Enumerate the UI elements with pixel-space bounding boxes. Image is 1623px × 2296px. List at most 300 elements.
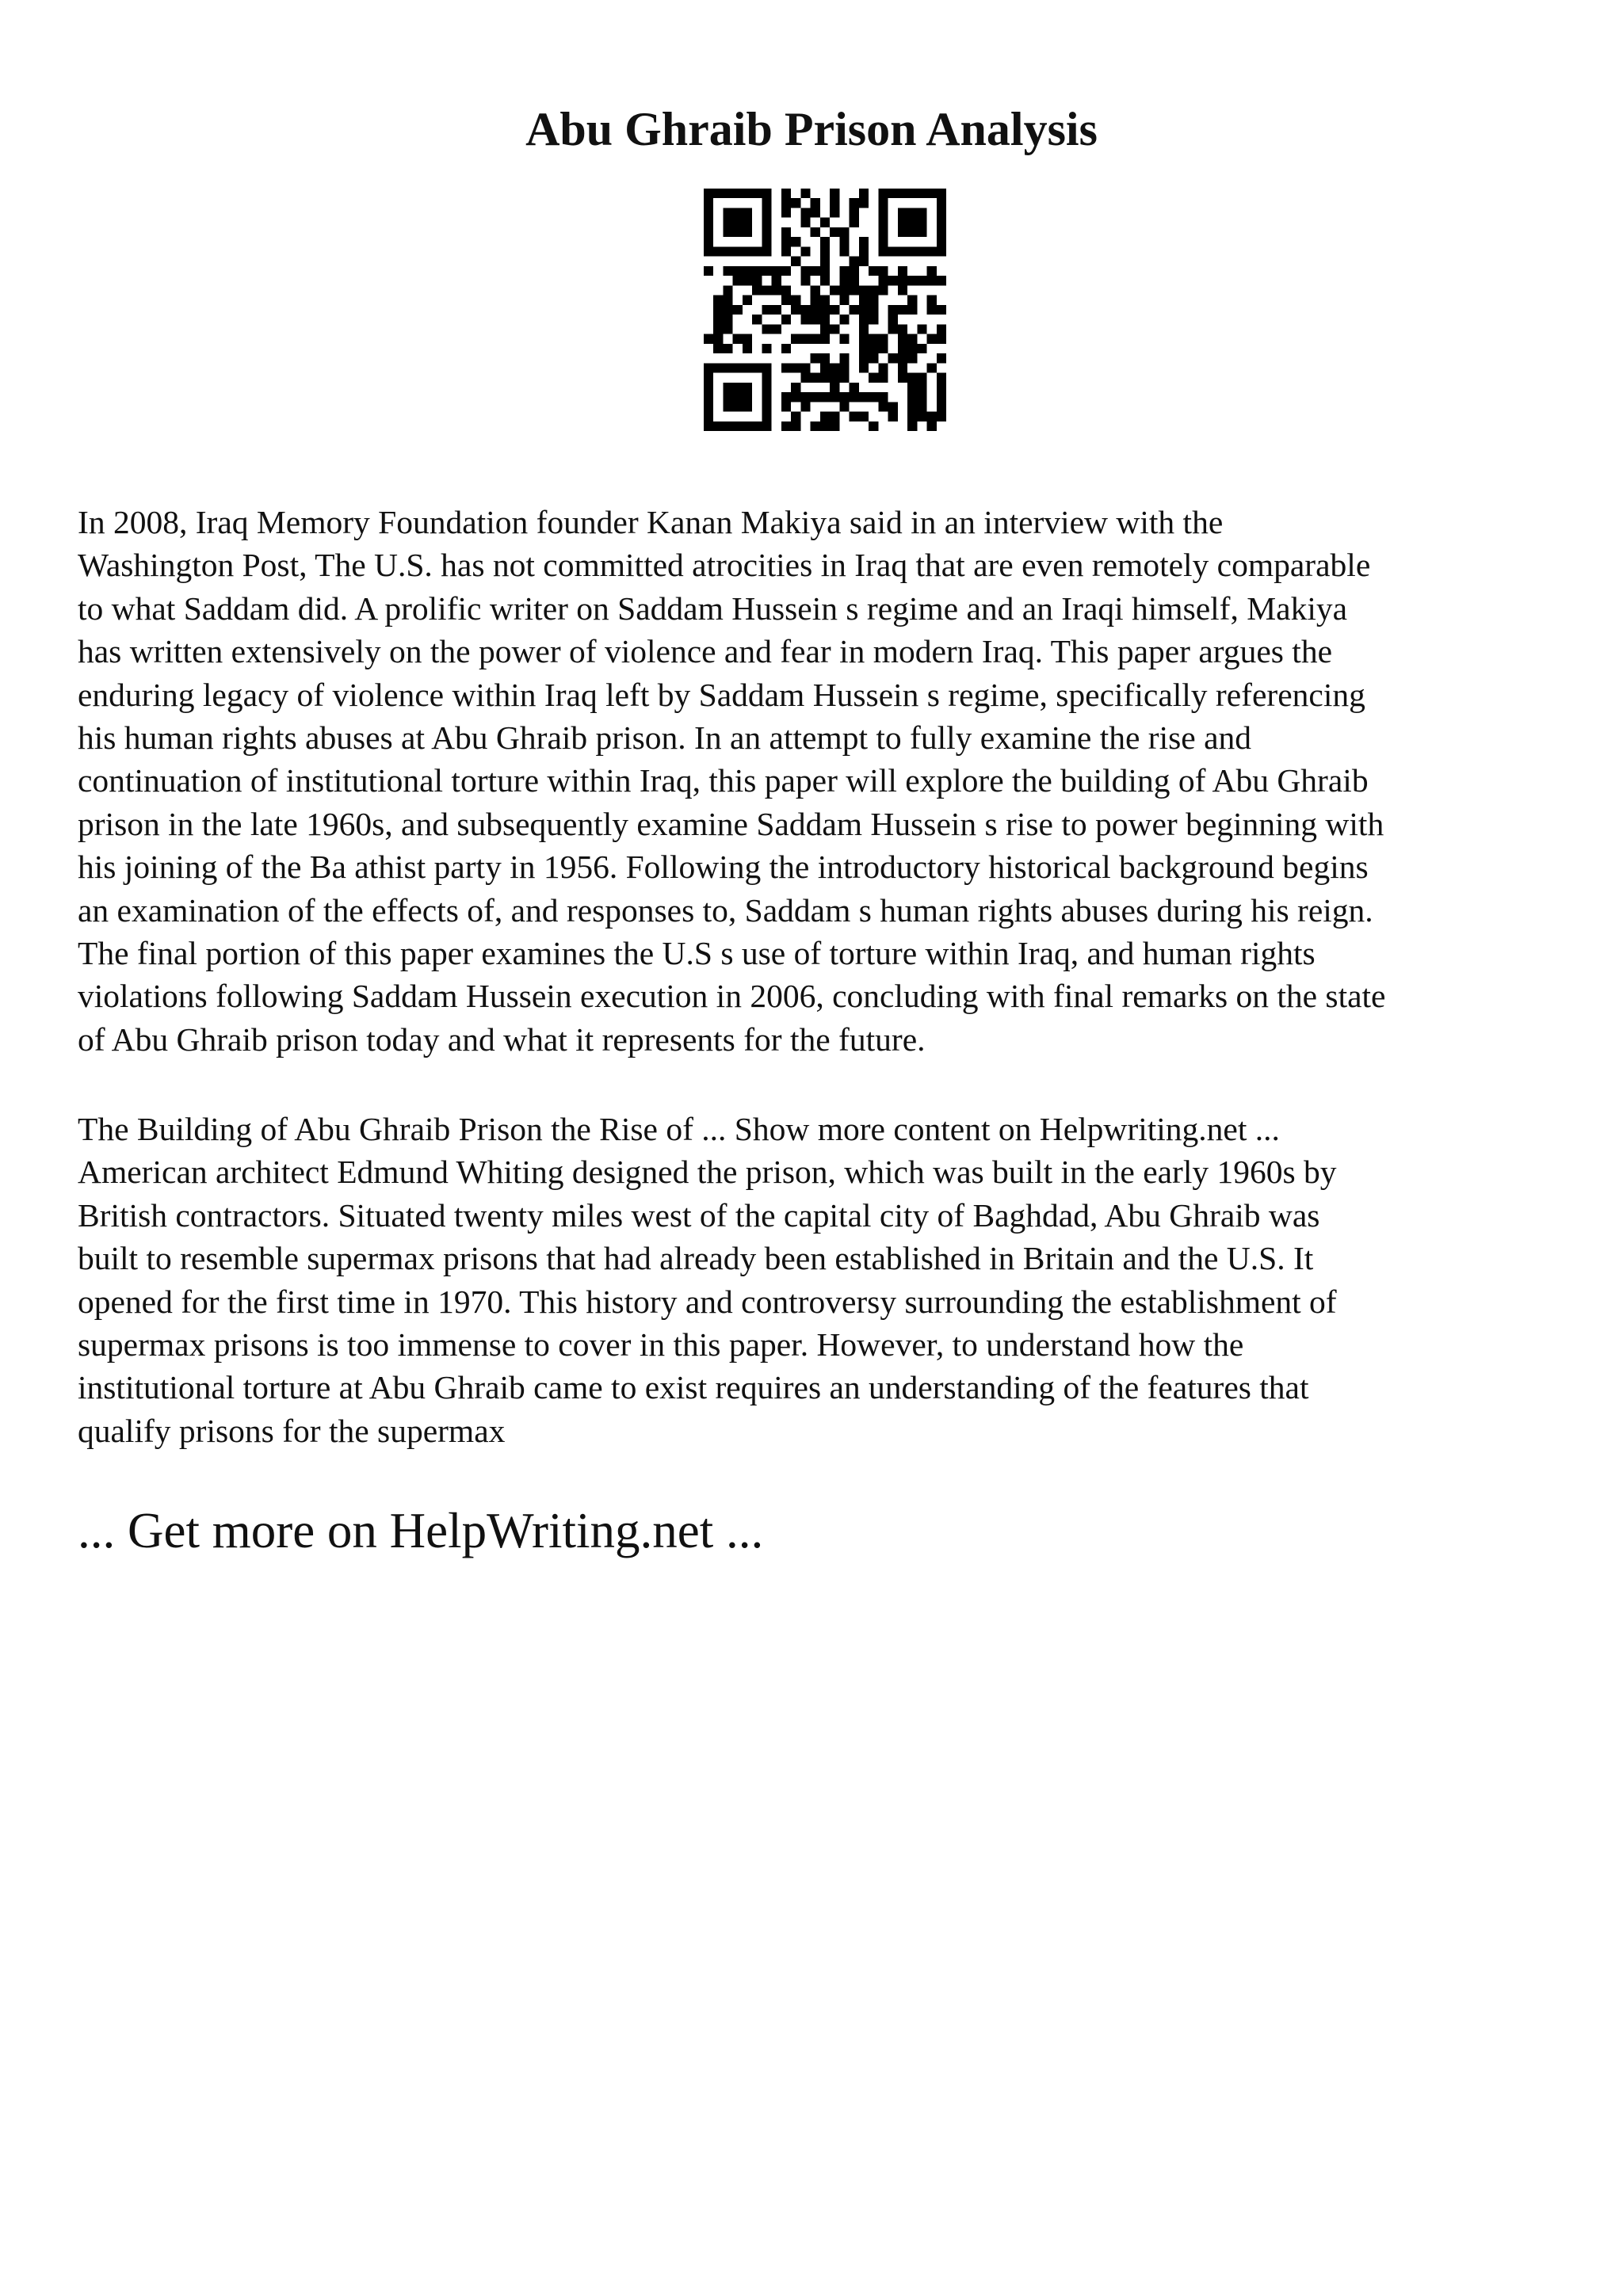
qr-module [733, 266, 743, 276]
qr-module [791, 363, 800, 372]
qr-module [927, 421, 937, 431]
qr-module [937, 246, 946, 256]
qr-module [762, 285, 771, 295]
qr-module [869, 344, 878, 353]
qr-module [869, 353, 878, 363]
qr-module [820, 305, 830, 315]
qr-module [850, 383, 859, 392]
qr-module [762, 227, 771, 237]
qr-module [937, 412, 946, 421]
qr-module [704, 392, 713, 402]
qr-module [743, 344, 752, 353]
qr-module [704, 266, 713, 276]
qr-module [850, 305, 859, 315]
qr-module [839, 373, 849, 383]
qr-module [888, 353, 898, 363]
qr-module [723, 421, 732, 431]
qr-module [723, 189, 732, 198]
qr-module [907, 402, 917, 411]
qr-module [839, 353, 849, 363]
qr-module [898, 373, 907, 383]
qr-module [800, 266, 810, 276]
qr-module [791, 392, 800, 402]
qr-module [733, 208, 743, 217]
qr-module [907, 208, 917, 217]
qr-module [781, 246, 791, 256]
paragraph-line: opened for the first time in 1970. This history and controversy surrounding the establishment of [78, 1283, 1337, 1320]
qr-module [878, 363, 888, 372]
qr-module [772, 305, 781, 315]
qr-module [937, 392, 946, 402]
qr-module [898, 305, 907, 315]
qr-module [888, 412, 898, 421]
qr-module [704, 334, 713, 344]
qr-module [791, 334, 800, 344]
qr-module [713, 305, 723, 315]
qr-module [839, 334, 849, 344]
paragraph-line: institutional torture at Abu Ghraib came to exist requires an understanding of the features that [78, 1369, 1309, 1406]
qr-module [937, 353, 946, 363]
qr-module [878, 198, 888, 208]
qr-module [898, 324, 907, 334]
qr-module [917, 412, 926, 421]
qr-module [917, 227, 926, 237]
qr-module [762, 237, 771, 246]
qr-module [772, 324, 781, 334]
paragraph-line: his human rights abuses at Abu Ghraib prison. In an attempt to fully examine the rise and [78, 719, 1252, 757]
qr-module [743, 208, 752, 217]
qr-module [800, 402, 810, 411]
qr-module [839, 285, 849, 295]
qr-module [907, 412, 917, 421]
qr-module [917, 392, 926, 402]
paragraph-line: The final portion of this paper examines the U.S s use of torture within Iraq, and human rights [78, 935, 1316, 972]
qr-module [743, 296, 752, 305]
qr-module [723, 383, 732, 392]
qr-module [723, 266, 732, 276]
qr-module [762, 363, 771, 372]
qr-module [839, 246, 849, 256]
qr-module [811, 353, 820, 363]
qr-module [772, 276, 781, 285]
qr-module [830, 392, 839, 402]
qr-module [733, 392, 743, 402]
qr-module [859, 334, 869, 344]
qr-module [704, 373, 713, 383]
qr-module [907, 227, 917, 237]
qr-module [733, 189, 743, 198]
qr-module [713, 324, 723, 334]
qr-module [791, 198, 800, 208]
qr-module [704, 208, 713, 217]
qr-module [917, 373, 926, 383]
qr-module [704, 383, 713, 392]
qr-module [811, 334, 820, 344]
qr-module [743, 218, 752, 227]
qr-module [762, 373, 771, 383]
qr-module [723, 344, 732, 353]
qr-module [791, 421, 800, 431]
qr-module [820, 412, 830, 421]
qr-module [791, 296, 800, 305]
qr-module [927, 334, 937, 344]
qr-module [859, 305, 869, 315]
qr-module [878, 392, 888, 402]
qr-module [917, 189, 926, 198]
qr-module [762, 198, 771, 208]
qr-module [839, 227, 849, 237]
qr-module [723, 363, 732, 372]
qr-module [704, 227, 713, 237]
qr-module [917, 383, 926, 392]
qr-module [859, 257, 869, 266]
qr-module [927, 189, 937, 198]
qr-module [713, 189, 723, 198]
qr-module [704, 189, 713, 198]
qr-module [781, 227, 791, 237]
qr-module [800, 246, 810, 256]
qr-module [800, 305, 810, 315]
paragraph-line: an examination of the effects of, and responses to, Saddam s human rights abuses during his reign. [78, 891, 1373, 929]
qr-module [820, 324, 830, 334]
qr-module [927, 305, 937, 315]
qr-module [733, 227, 743, 237]
qr-module [898, 266, 907, 276]
qr-module [723, 392, 732, 402]
qr-module [762, 324, 771, 334]
qr-module [839, 402, 849, 411]
qr-module [850, 392, 859, 402]
qr-module [859, 412, 869, 421]
qr-module [811, 198, 820, 208]
qr-module [839, 315, 849, 324]
qr-module [850, 285, 859, 295]
qr-module [723, 324, 732, 334]
qr-module [781, 421, 791, 431]
qr-module [743, 189, 752, 198]
qr-module [888, 189, 898, 198]
get-more-link[interactable]: ... Get more on HelpWriting.net ... [78, 1503, 764, 1558]
qr-module [937, 373, 946, 383]
qr-module [878, 218, 888, 227]
qr-module [907, 296, 917, 305]
qr-module [772, 285, 781, 295]
qr-module [781, 402, 791, 411]
qr-module [811, 373, 820, 383]
qr-module [937, 208, 946, 217]
qr-module [830, 208, 839, 217]
paragraph-line: supermax prisons is too immense to cover in this paper. However, to understand how the [78, 1326, 1244, 1363]
paragraph-line: Washington Post, The U.S. has not committed atrocities in Iraq that are even remotely comparable [78, 547, 1371, 584]
qr-module [839, 237, 849, 246]
qr-module [820, 257, 830, 266]
qr-module [917, 344, 926, 353]
paragraph-line: The Building of Abu Ghraib Prison the Rise of ... Show more content on Helpwriting.net ... [78, 1111, 1280, 1147]
qr-module [898, 344, 907, 353]
qr-module [878, 189, 888, 198]
qr-module [937, 276, 946, 285]
qr-module [927, 246, 937, 256]
paragraph-line: to what Saddam did. A prolific writer on Saddam Hussein s regime and an Iraqi himself, Makiya [78, 589, 1348, 627]
qr-module [723, 402, 732, 411]
qr-module [704, 363, 713, 372]
qr-module [907, 189, 917, 198]
qr-module [898, 363, 907, 372]
qr-module [800, 276, 810, 285]
qr-module [878, 208, 888, 217]
qr-module [878, 276, 888, 285]
qr-module [830, 189, 839, 198]
qr-module [907, 392, 917, 402]
qr-module [917, 218, 926, 227]
qr-module [743, 334, 752, 344]
qr-module [733, 383, 743, 392]
qr-module [839, 392, 849, 402]
qr-module [762, 421, 771, 431]
qr-module [907, 373, 917, 383]
qr-module [878, 237, 888, 246]
body-paragraph [78, 1108, 1568, 1452]
qr-module [820, 373, 830, 383]
qr-module [888, 315, 898, 324]
qr-module [733, 218, 743, 227]
page-title: Abu Ghraib Prison Analysis [525, 103, 1098, 155]
qr-module [781, 208, 791, 217]
qr-module [878, 227, 888, 237]
qr-module [878, 334, 888, 344]
qr-module [752, 363, 762, 372]
qr-module [839, 296, 849, 305]
qr-module [937, 305, 946, 315]
qr-module [869, 334, 878, 344]
qr-module [800, 392, 810, 402]
qr-module [830, 363, 839, 372]
qr-module [859, 353, 869, 363]
qr-module [704, 218, 713, 227]
qr-module [927, 276, 937, 285]
qr-module [820, 353, 830, 363]
qr-module [937, 402, 946, 411]
qr-module [898, 353, 907, 363]
qr-module [811, 421, 820, 431]
qr-module [723, 208, 732, 217]
qr-module [859, 237, 869, 246]
qr-module [859, 198, 869, 208]
qr-module [927, 412, 937, 421]
qr-module [723, 246, 732, 256]
qr-module [781, 363, 791, 372]
qr-module [800, 208, 810, 217]
qr-module [762, 246, 771, 256]
intro-paragraph [78, 501, 1568, 1061]
qr-module [713, 344, 723, 353]
qr-module [888, 276, 898, 285]
qr-module [791, 237, 800, 246]
qr-module [937, 218, 946, 227]
qr-module [762, 383, 771, 392]
qr-module [898, 218, 907, 227]
qr-module [869, 315, 878, 324]
qr-module [772, 266, 781, 276]
qr-module [704, 246, 713, 256]
qr-module [733, 334, 743, 344]
qr-module [723, 315, 732, 324]
qr-module [830, 373, 839, 383]
qr-module [733, 402, 743, 411]
qr-module [907, 276, 917, 285]
paragraph-line: In 2008, Iraq Memory Foundation founder Kanan Makiya said in an interview with the [78, 504, 1224, 540]
qr-module [888, 246, 898, 256]
qr-module [927, 363, 937, 372]
qr-module [937, 198, 946, 208]
qr-module [713, 315, 723, 324]
qr-module [800, 189, 810, 198]
qr-module [723, 305, 732, 315]
qr-module [820, 363, 830, 372]
qr-module [752, 246, 762, 256]
paragraph-line: his joining of the Ba athist party in 1956. Following the introductory historical background begins [78, 849, 1369, 886]
qr-module [869, 296, 878, 305]
qr-module [723, 227, 732, 237]
qr-module [743, 266, 752, 276]
qr-module [839, 266, 849, 276]
qr-module [743, 227, 752, 237]
qr-module [800, 218, 810, 227]
qr-module [878, 266, 888, 276]
qr-module [781, 189, 791, 198]
paragraph-line: built to resemble supermax prisons that had already been established in Britain and the U.S. It [78, 1240, 1314, 1277]
paragraph-line: prison in the late 1960s, and subsequently examine Saddam Hussein s rise to power beginning with [78, 805, 1384, 842]
qr-module [830, 412, 839, 421]
qr-module [743, 276, 752, 285]
paragraph-line: continuation of institutional torture within Iraq, this paper will explore the building of Abu Ghraib [78, 762, 1369, 799]
qr-module [839, 276, 849, 285]
qr-module [752, 315, 762, 324]
qr-module [907, 246, 917, 256]
qr-module [811, 285, 820, 295]
qr-module [859, 315, 869, 324]
qr-code-icon [704, 189, 946, 431]
paragraph-line: violations following Saddam Hussein execution in 2006, concluding with final remarks on the state [78, 978, 1386, 1015]
qr-module [762, 266, 771, 276]
qr-module [781, 392, 791, 402]
qr-module [713, 334, 723, 344]
qr-module [937, 383, 946, 392]
qr-module [850, 218, 859, 227]
qr-module [791, 257, 800, 266]
paragraph-line: enduring legacy of violence within Iraq left by Saddam Hussein s regime, specifically referencing [78, 676, 1365, 713]
qr-module [859, 189, 869, 198]
qr-module [811, 296, 820, 305]
qr-module [907, 421, 917, 431]
qr-module [800, 363, 810, 372]
paragraph-line: has written extensively on the power of violence and fear in modern Iraq. This paper argues the [78, 633, 1332, 670]
qr-module [820, 276, 830, 285]
qr-module [878, 246, 888, 256]
qr-module [869, 285, 878, 295]
paragraph-line: British contractors. Situated twenty miles west of the capital city of Baghdad, Abu Ghraib was [78, 1196, 1320, 1234]
qr-module [781, 266, 791, 276]
qr-module [704, 237, 713, 246]
qr-module [820, 334, 830, 344]
qr-module [733, 363, 743, 372]
qr-module [850, 412, 859, 421]
qr-module [917, 324, 926, 334]
qr-module [743, 246, 752, 256]
qr-module [800, 315, 810, 324]
qr-module [869, 373, 878, 383]
qr-module [791, 383, 800, 392]
qr-module [898, 227, 907, 237]
qr-module [713, 296, 723, 305]
qr-module [713, 363, 723, 372]
qr-module [820, 392, 830, 402]
paragraph-line: American architect Edmund Whiting designed the prison, which was built in the early 1960s by [78, 1154, 1337, 1191]
qr-module [830, 285, 839, 295]
qr-module [820, 237, 830, 246]
qr-module [878, 373, 888, 383]
qr-module [907, 305, 917, 315]
qr-module [859, 296, 869, 305]
qr-module [762, 344, 771, 353]
qr-module [859, 392, 869, 402]
qr-module [859, 324, 869, 334]
qr-module [743, 421, 752, 431]
qr-module [762, 208, 771, 217]
qr-module [878, 285, 888, 295]
qr-module [762, 305, 771, 315]
qr-module [781, 285, 791, 295]
qr-module [859, 246, 869, 256]
qr-module [743, 363, 752, 372]
qr-module [898, 276, 907, 285]
qr-module [830, 421, 839, 431]
qr-module [781, 237, 791, 246]
qr-module [917, 276, 926, 285]
qr-module [800, 373, 810, 383]
qr-module [878, 344, 888, 353]
qr-module [704, 412, 713, 421]
qr-module [752, 189, 762, 198]
qr-module [762, 412, 771, 421]
qr-module [811, 392, 820, 402]
qr-module [811, 266, 820, 276]
qr-module [850, 276, 859, 285]
qr-module [917, 246, 926, 256]
qr-module [917, 402, 926, 411]
qr-module [762, 402, 771, 411]
qr-module [820, 266, 830, 276]
qr-module [937, 324, 946, 334]
qr-module [830, 198, 839, 208]
qr-module [898, 246, 907, 256]
qr-module [781, 315, 791, 324]
qr-module [927, 296, 937, 305]
qr-module [704, 421, 713, 431]
qr-module [907, 353, 917, 363]
qr-module [839, 363, 849, 372]
qr-module [869, 421, 878, 431]
qr-module [820, 421, 830, 431]
qr-module [859, 285, 869, 295]
qr-module [743, 402, 752, 411]
qr-module [811, 227, 820, 237]
qr-module [830, 305, 839, 315]
qr-module [917, 208, 926, 217]
qr-module [733, 305, 743, 315]
qr-module [907, 218, 917, 227]
qr-module [937, 189, 946, 198]
